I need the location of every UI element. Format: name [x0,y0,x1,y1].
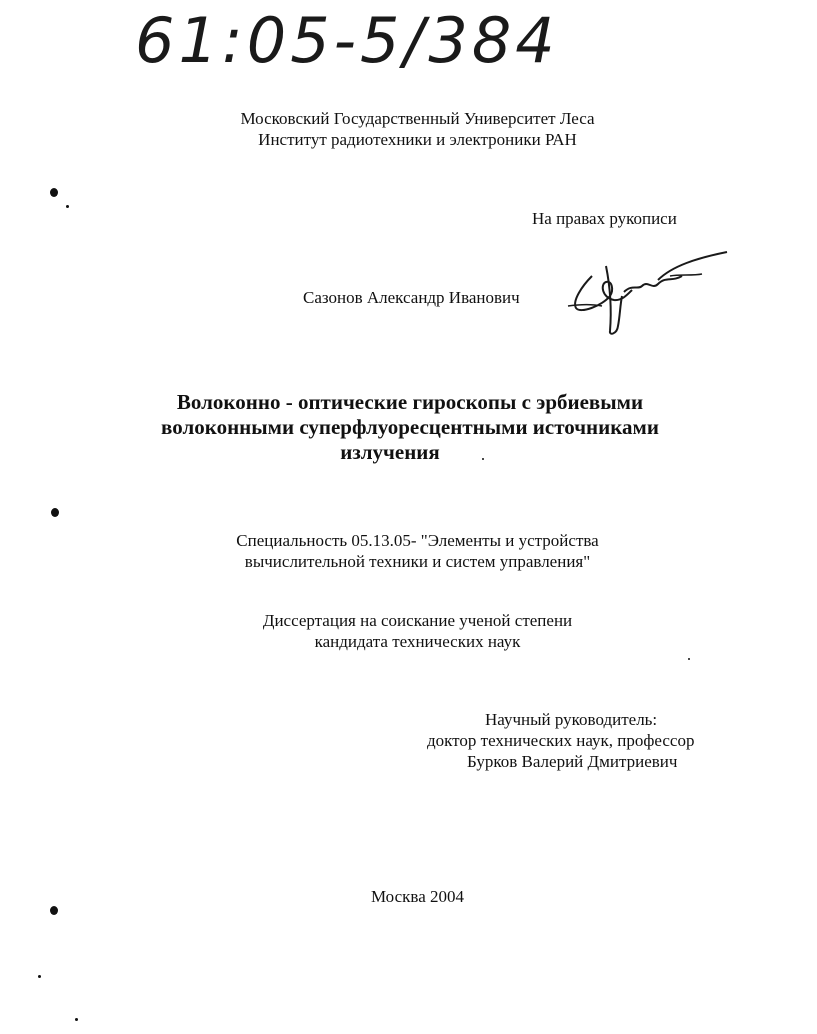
scan-speck [38,975,41,978]
signature-icon [562,246,732,336]
title-line-1: Волоконно - оптические гироскопы с эрбиевыми [176,390,644,414]
city-year: Москва 2004 [370,887,465,906]
dissertation-line-2: кандидата технических наук [314,632,521,651]
scan-speck [50,188,58,197]
scan-speck [51,508,59,517]
dissertation-line-1: Диссертация на соискание ученой степени [262,611,573,630]
scan-speck [66,205,69,208]
supervisor-label: Научный руководитель: [485,710,658,729]
archive-code-text: 61:05-5/384 [135,4,559,77]
manuscript-rights-note: На правах рукописи [532,209,677,228]
title-line-2: волоконными суперфлуоресцентными источниками [161,415,659,439]
handwritten-archive-code [130,0,559,80]
supervisor-degree: доктор технических наук, профессор [427,731,695,750]
organization-line-1: Московский Государственный Университет Леса [240,109,595,128]
specialty-line-2: вычислительной техники и систем управления" [244,552,591,571]
author-name: Сазонов Александр Иванович [303,288,520,307]
organization-line-2: Институт радиотехники и электроники РАН [258,130,577,149]
scan-speck [688,658,690,660]
title-line-3: излучения [340,440,440,464]
scan-speck [482,458,484,460]
scan-speck [50,906,58,915]
scan-speck [75,1018,78,1021]
supervisor-name: Бурков Валерий Дмитриевич [467,752,678,771]
specialty-line-1: Специальность 05.13.05- "Элементы и устройства [236,531,599,550]
